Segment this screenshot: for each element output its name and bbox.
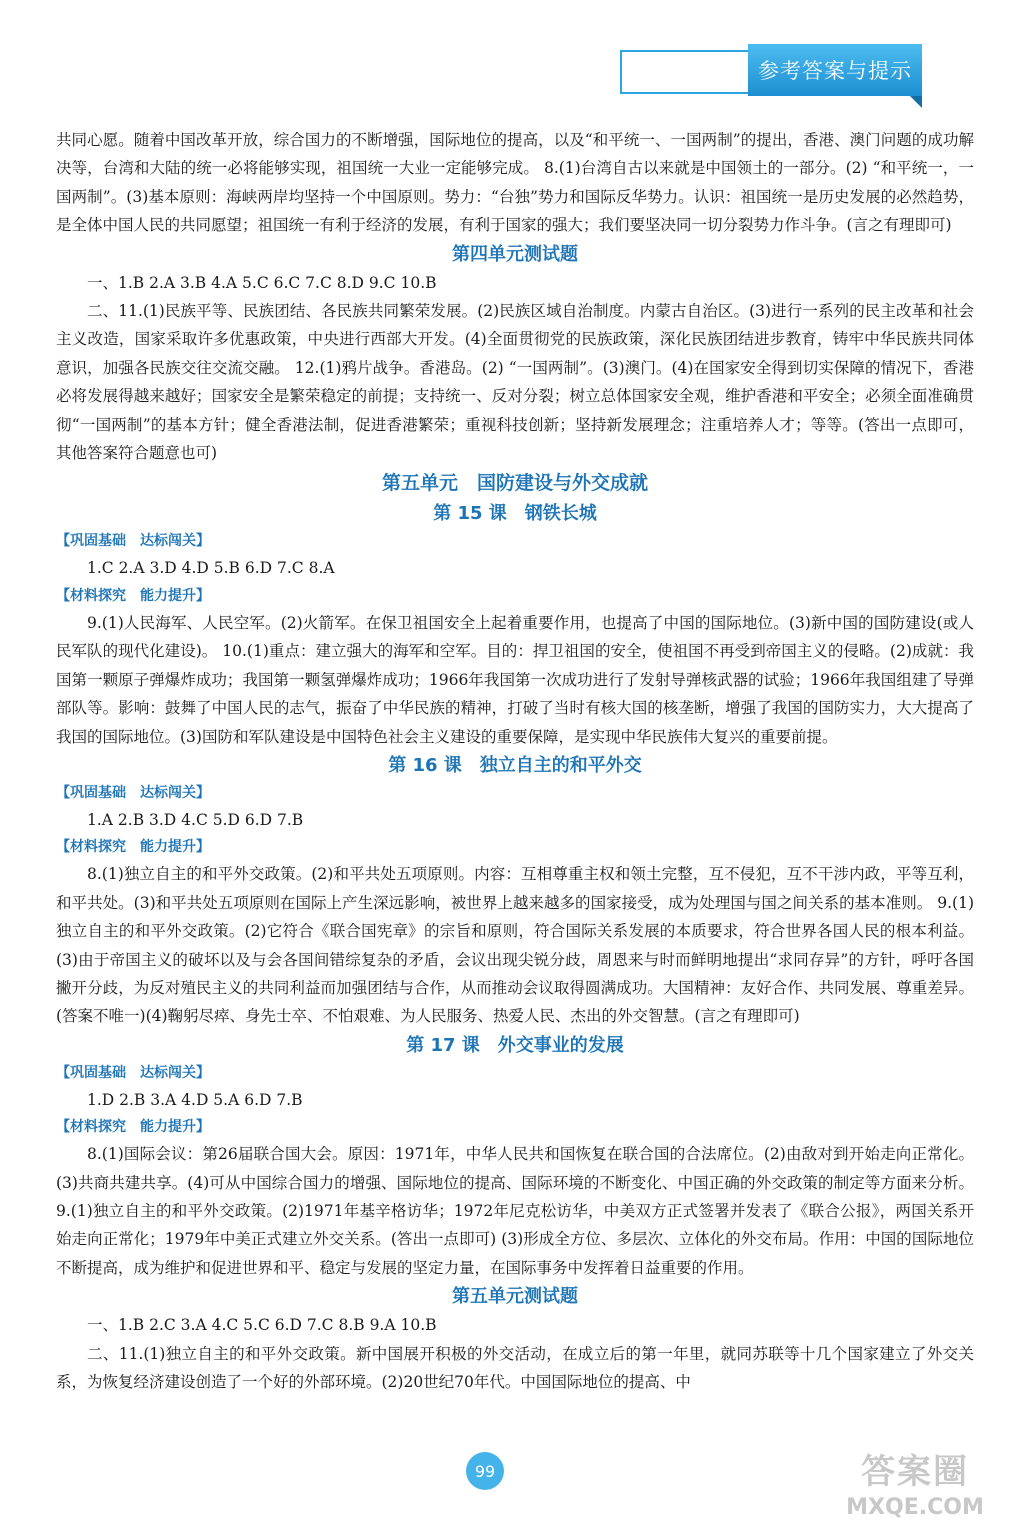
unit-heading: 第五单元 国防建设与外交成就	[381, 472, 648, 495]
paragraph: 一、1.B 2.A 3.B 4.A 5.C 6.C 7.C 8.D 9.C 10.B	[87, 273, 437, 292]
header-badge: 参考答案与提示	[748, 44, 922, 96]
section-heading: 第四单元测试题	[452, 243, 578, 265]
paragraph: 二、11.(1)民族平等、民族团结、各民族共同繁荣发展。(2)民族区域自治制度。内蒙古自治区。(3)进行一系列的民主改革和社会主义改造，国家采取许多优惠政策，中央进行西部大开发。(4)全面贯彻党的民族政策，深化民族团结进步教育，铸牢中华民族共同体意识，加强各民族交往交流交融。 12.(1)鸦片战争。香港岛。(2) “一国两制”。(3)澳门。(4)在国家安全得到切实保障的情况下，香港必将发展得越来越好；国家安全是繁荣稳定的前提；支持统一、反对分裂；树立总体国家安全观，维护香港和平安全；必须全面准确贯彻“一国两制”的基本方针；健全香港法制，促进香港繁荣；重视科技创新；坚持新发展理念；注重培养人才；等等。(答出一点即可，其他答案符合题意也可)	[56, 302, 974, 463]
subsection-tag: 【巩固基础 达标闯关】	[56, 533, 210, 550]
subsection-tag: 【材料探究 能力提升】	[56, 587, 210, 604]
watermark-url: MXQE.COM	[846, 1495, 984, 1520]
paragraph: 二、11.(1)独立自主的和平外交政策。新中国展开积极的外交活动，在成立后的第一年里，就同苏联等十几个国家建立了外交关系，为恢复经济建设创造了一个好的外部环境。(2)20世纪70年代。中国国际地位的提高、中	[56, 1344, 974, 1391]
subsection-tag: 【材料探究 能力提升】	[56, 1119, 210, 1136]
answer-content	[56, 126, 974, 1396]
watermark	[820, 1450, 1010, 1530]
subsection-tag: 【巩固基础 达标闯关】	[56, 1064, 210, 1081]
paragraph: 9.(1)人民海军、人民空军。(2)火箭军。在保卫祖国安全上起着重要作用，也提高了中国的国际地位。(3)新中国的国防建设(或人民军队的现代化建设)。 10.(1)重点：建立强大的海军和空军。目的：捍卫祖国的安全，使祖国不再受到帝国主义的侵略。(2)成就：我国第一颗原子弹爆炸成功；我国第一颗氢弹爆炸成功；1966年我国第一次成功进行了发射导弹核武器的试验；1966年我国组建了导弹部队等。影响：鼓舞了中国人民的志气，振奋了中华民族的精神，打破了当时有核大国的核垄断，增强了我国的国防实力，大大提高了我国的国际地位。(3)国防和军队建设是中国特色社会主义建设的重要保障，是实现中华民族伟大复兴的重要前提。	[56, 613, 974, 746]
page-number: 99	[466, 1452, 504, 1490]
paragraph: 1.C 2.A 3.D 4.D 5.B 6.D 7.C 8.A	[87, 559, 335, 578]
paragraph: 8.(1)国际会议：第26届联合国大会。原因：1971年，中华人民共和国恢复在联合国的合法席位。(2)由敌对到开始走向正常化。(3)共商共建共享。(4)可从中国综合国力的增强、国际地位的提高、国际环境的不断变化、中国正确的外交政策的制定等方面来分析。 9.(1)独立自主的和平外交政策。(2)1971年基辛格访华；1972年尼克松访华，中美双方正式签署并发表了《联合公报》，两国关系开始走向正常化；1979年中美正式建立外交关系。(答出一点即可) (3)形成全方位、多层次、立体化的外交布局。作用：中国的国际地位不断提高，成为维护和促进世界和平、稳定与发展的坚定力量，在国际事务中发挥着日益重要的作用。	[56, 1145, 974, 1277]
paragraph: 1.A 2.B 3.D 4.C 5.D 6.D 7.B	[87, 810, 304, 829]
lesson-heading: 第 16 课 独立自主的和平外交	[388, 754, 642, 776]
section-heading: 第五单元测试题	[452, 1286, 578, 1308]
paragraph: 一、1.B 2.C 3.A 4.C 5.C 6.D 7.C 8.B 9.A 10.B	[87, 1316, 437, 1335]
header-frame	[620, 50, 750, 94]
paragraph: 1.D 2.B 3.A 4.D 5.A 6.D 7.B	[87, 1090, 303, 1109]
lesson-heading: 第 17 课 外交事业的发展	[406, 1034, 624, 1056]
paragraph: 共同心愿。随着中国改革开放，综合国力的不断增强，国际地位的提高，以及“和平统一、一国两制”的提出，香港、澳门问题的成功解决等，台湾和大陆的统一必将能够实现，祖国统一大业一定能够完成。 8.(1)台湾自古以来就是中国领土的一部分。(2) “和平统一，一国两制”。(3)基本原则：海峡两岸均坚持一个中国原则。势力：“台独”势力和国际反华势力。认识：祖国统一是历史发展的必然趋势，是全体中国人民的共同愿望；祖国统一有利于经济的发展，有利于国家的强大；我们要坚决同一切分裂势力作斗争。(言之有理即可)	[56, 131, 974, 235]
watermark-logo: 答案圈	[861, 1452, 969, 1492]
paragraph: 8.(1)独立自主的和平外交政策。(2)和平共处五项原则。内容：互相尊重主权和领土完整，互不侵犯，互不干涉内政，平等互利，和平共处。(3)和平共处五项原则在国际上产生深远影响，被世界上越来越多的国家接受，成为处理国与国之间关系的基本准则。 9.(1)独立自主的和平外交政策。(2)它符合《联合国宪章》的宗旨和原则，符合国际关系发展的本质要求，符合世界各国人民的根本利益。(3)由于帝国主义的破坏以及与会各国间错综复杂的矛盾，会议出现尖锐分歧，周恩来与时而鲜明地提出“求同存异”的方针，呼吁各国撇开分歧，为反对殖民主义的共同利益而加强团结与合作，从而推动会议取得圆满成功。大国精神：友好合作、共同发展、尊重差异。(答案不唯一)(4)鞠躬尽瘁、身先士卒、不怕艰难、为人民服务、热爱人民、杰出的外交智慧。(言之有理即可)	[56, 865, 974, 1026]
subsection-tag: 【材料探究 能力提升】	[56, 839, 210, 856]
subsection-tag: 【巩固基础 达标闯关】	[56, 784, 210, 801]
lesson-heading: 第 15 课 钢铁长城	[433, 503, 597, 525]
